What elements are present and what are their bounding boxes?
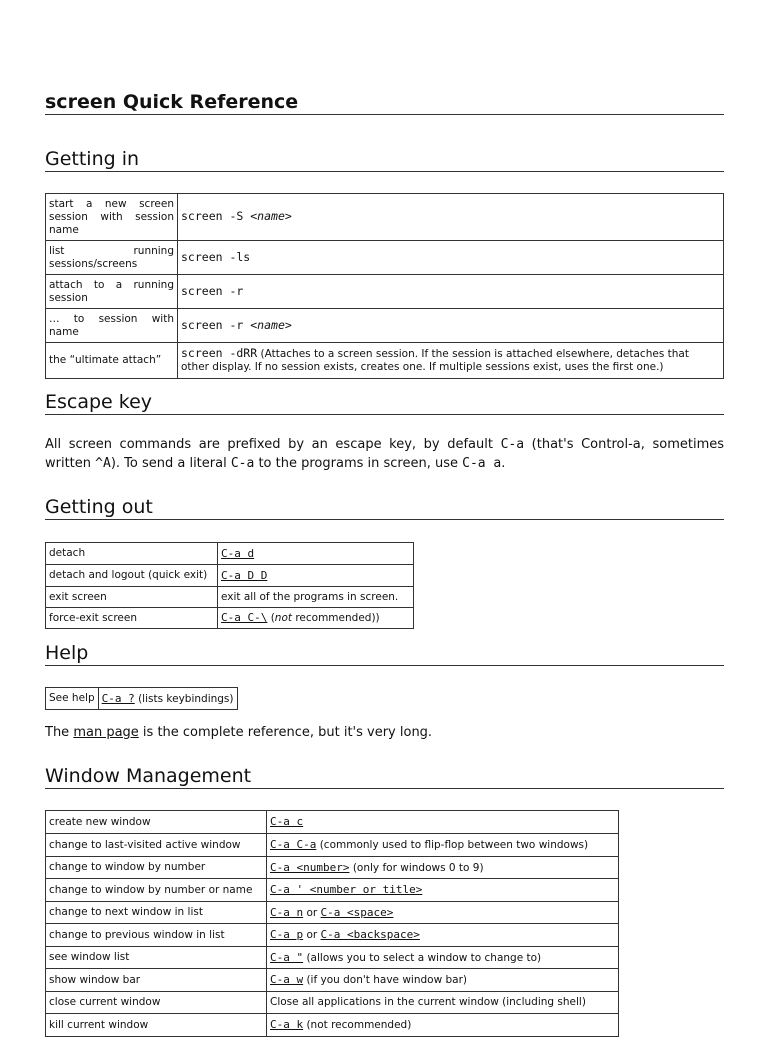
escape-key-paragraph: All screen commands are prefixed by an escape key, by default C-a (that's Control-a, sometimes written ^A). To send a literal C-a to the programs in screen, use C-a a.: [45, 437, 725, 471]
row-desc: close current window: [46, 992, 267, 1014]
keybinding-link[interactable]: C-a d: [221, 546, 255, 560]
row-desc: start a new screen session with session name: [46, 194, 178, 241]
row-desc: force-exit screen: [46, 608, 218, 629]
table-row: [46, 543, 414, 565]
heading-window-management: Window Management: [45, 766, 724, 789]
row-desc: change to next window in list: [46, 902, 267, 924]
keybinding-link[interactable]: C-a ": [270, 950, 304, 964]
keybinding-link[interactable]: C-a <backspace>: [320, 928, 420, 941]
help-table: [45, 687, 238, 710]
row-desc: See help: [46, 688, 99, 710]
table-row: [46, 924, 619, 947]
row-keys[interactable]: [218, 543, 414, 565]
row-keys[interactable]: C-a n or C-a <space>: [267, 902, 619, 924]
table-row: [46, 811, 619, 834]
getting-out-table: [45, 542, 414, 629]
table-row: [46, 857, 619, 879]
row-keys[interactable]: C-a p or C-a <backspace>: [267, 924, 619, 947]
keybinding-link[interactable]: C-a n: [270, 905, 304, 919]
getting-in-table: [45, 193, 724, 379]
row-command: screen -r <name>: [178, 309, 724, 343]
table-row: [46, 241, 724, 275]
row-keys[interactable]: C-a " (allows you to select a window to change to): [267, 947, 619, 969]
row-keys[interactable]: [218, 565, 414, 587]
table-row: [46, 1014, 619, 1037]
table-row: [46, 275, 724, 309]
row-command: screen -dRR (Attaches to a screen session. If the session is attached elsewhere, detaches that other display. If no session exists, creates one. If multiple sessions exist, uses the first one.): [178, 343, 724, 379]
row-desc: change to previous window in list: [46, 924, 267, 947]
table-row: [46, 194, 724, 241]
table-row: [46, 969, 619, 992]
keybinding-link[interactable]: C-a <number>: [270, 860, 350, 874]
row-keys[interactable]: C-a C-a (commonly used to flip-flop between two windows): [267, 834, 619, 857]
table-row: [46, 587, 414, 608]
row-desc: detach and logout (quick exit): [46, 565, 218, 587]
heading-getting-in: Getting in: [45, 149, 724, 172]
row-keys[interactable]: C-a C-\ (not recommended)): [218, 608, 414, 629]
heading-escape-key: Escape key: [45, 392, 724, 415]
table-row: [46, 688, 238, 710]
table-row: [46, 343, 724, 379]
heading-help: Help: [45, 643, 724, 666]
keybinding-link[interactable]: C-a w: [270, 973, 304, 986]
table-row: [46, 902, 619, 924]
row-desc: show window bar: [46, 969, 267, 992]
row-desc: change to last-visited active window: [46, 834, 267, 857]
row-desc: detach: [46, 543, 218, 565]
keybinding-link[interactable]: C-a C-\: [221, 611, 268, 624]
row-command: screen -r: [178, 275, 724, 309]
man-page-link[interactable]: man page: [73, 725, 139, 740]
help-paragraph: The man page is the complete reference, but it's very long.: [45, 725, 433, 740]
page-title: screen Quick Reference: [45, 92, 724, 115]
heading-getting-out: Getting out: [45, 497, 724, 520]
row-desc: change to window by number or name: [46, 879, 267, 902]
row-desc: see window list: [46, 947, 267, 969]
row-desc: the “ultimate attach”: [46, 343, 178, 379]
keybinding-link[interactable]: C-a ?: [101, 691, 135, 705]
row-desc: kill current window: [46, 1014, 267, 1037]
table-row: [46, 992, 619, 1014]
row-desc: attach to a running session: [46, 275, 178, 309]
row-desc: change to window by number: [46, 857, 267, 879]
table-row: [46, 947, 619, 969]
row-command: screen -S <name>: [178, 194, 724, 241]
keybinding-link[interactable]: C-a C-a: [270, 838, 317, 851]
keybinding-link[interactable]: C-a k: [270, 1018, 304, 1031]
keybinding-link[interactable]: C-a c: [270, 815, 304, 828]
table-row: [46, 879, 619, 902]
table-row: [46, 565, 414, 587]
row-keys[interactable]: [267, 811, 619, 834]
row-keys[interactable]: [267, 879, 619, 902]
row-keys[interactable]: C-a k (not recommended): [267, 1014, 619, 1037]
row-desc: … to session with name: [46, 309, 178, 343]
row-desc: exit screen: [46, 587, 218, 608]
table-row: [46, 834, 619, 857]
row-keys[interactable]: C-a <number> (only for windows 0 to 9): [267, 857, 619, 879]
row-desc: list running sessions/screens: [46, 241, 178, 275]
table-row: [46, 608, 414, 629]
window-management-table: [45, 810, 619, 1037]
row-keys[interactable]: C-a ? (lists keybindings): [98, 688, 237, 710]
keybinding-link[interactable]: C-a <space>: [320, 905, 394, 919]
table-row: [46, 309, 724, 343]
row-text: exit all of the programs in screen.: [218, 587, 414, 608]
keybinding-link[interactable]: C-a p: [270, 928, 304, 941]
row-command: screen -ls: [178, 241, 724, 275]
row-text: Close all applications in the current window (including shell): [267, 992, 619, 1014]
row-keys[interactable]: C-a w (if you don't have window bar): [267, 969, 619, 992]
keybinding-link[interactable]: C-a ' <number or title>: [270, 883, 423, 896]
keybinding-link[interactable]: C-a D D: [221, 568, 268, 582]
row-desc: create new window: [46, 811, 267, 834]
